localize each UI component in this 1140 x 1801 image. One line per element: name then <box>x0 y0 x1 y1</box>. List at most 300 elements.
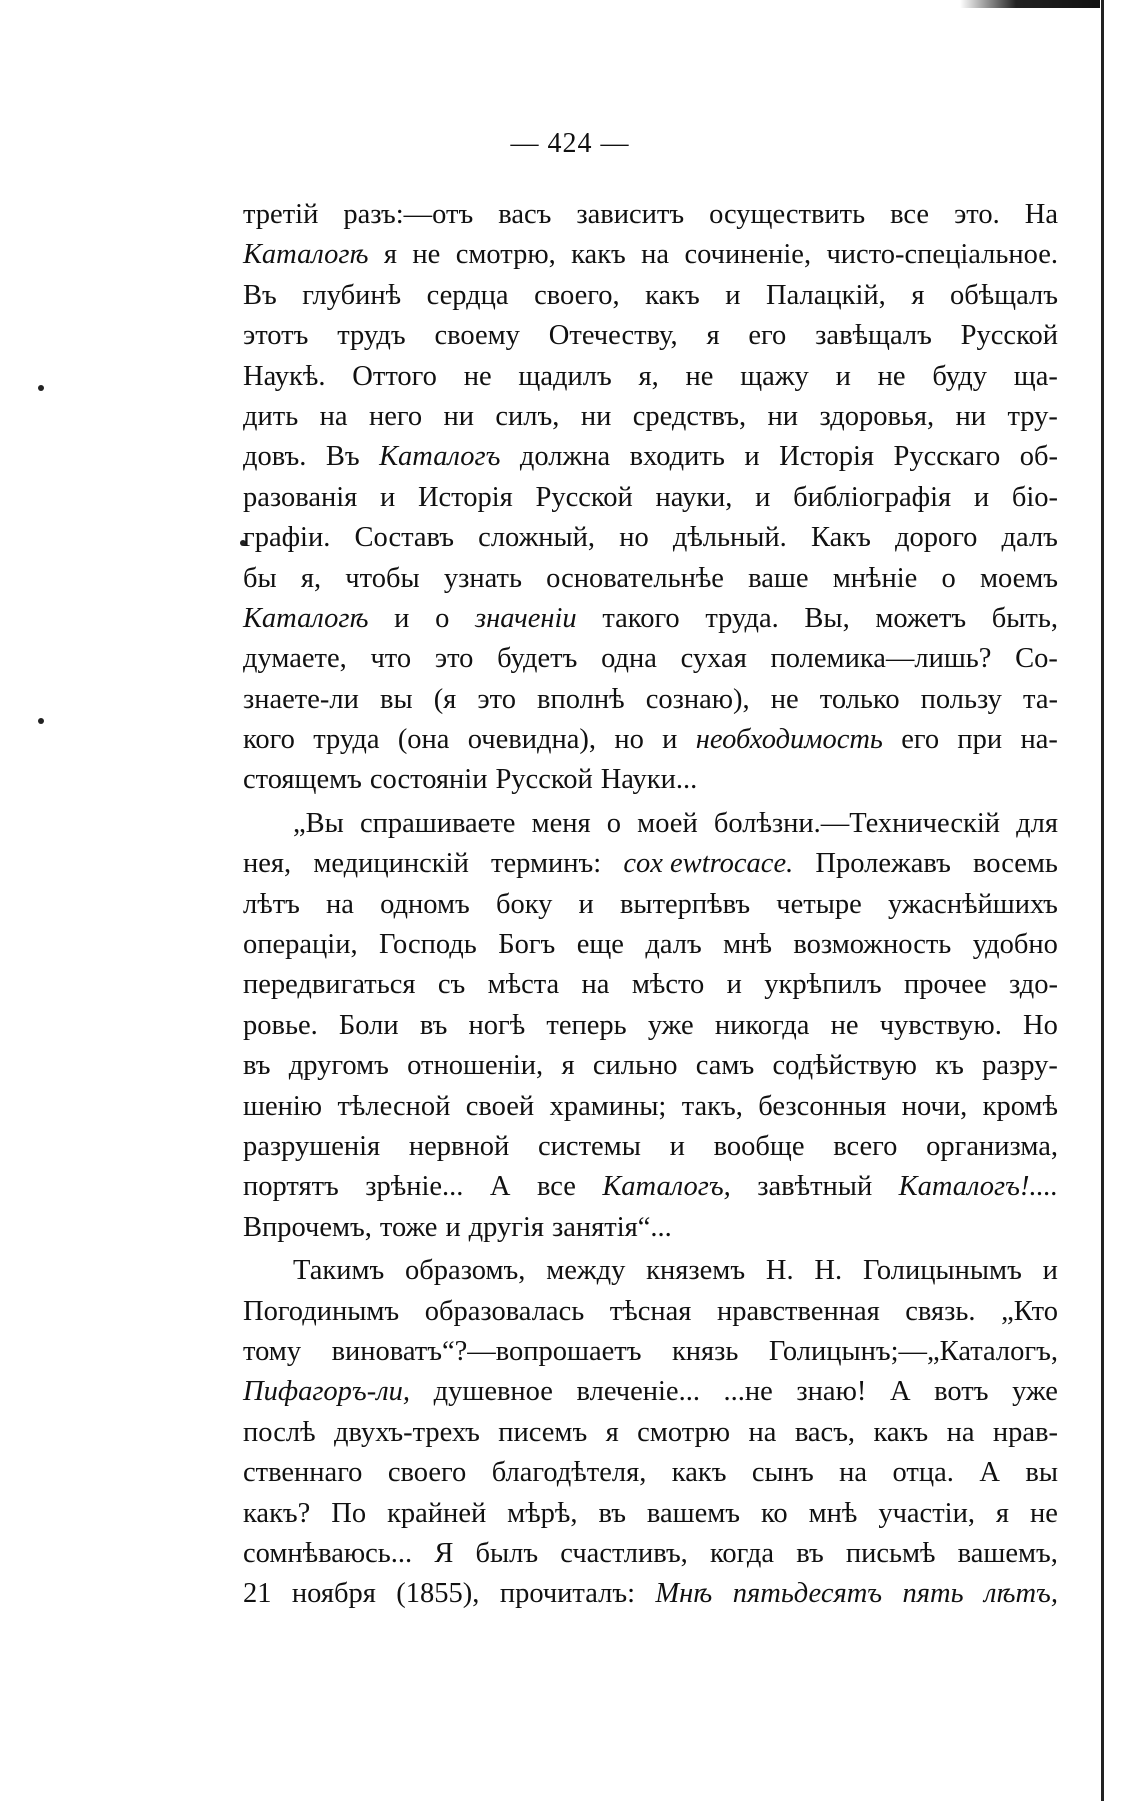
word: писемъ <box>498 1416 588 1448</box>
word: и <box>755 481 771 513</box>
word: третій <box>243 199 319 230</box>
word: храмины; <box>549 1090 667 1122</box>
word: восемь <box>973 848 1058 880</box>
word: уже <box>1012 1376 1058 1408</box>
body-text <box>243 195 1058 1615</box>
word: отца. <box>892 1457 954 1489</box>
text-line <box>243 760 1058 800</box>
word: и <box>669 1130 685 1162</box>
word: и <box>835 360 851 392</box>
text-line <box>243 1006 1058 1046</box>
text-line <box>243 1534 1058 1574</box>
word: все <box>536 1171 576 1203</box>
word: я, <box>300 562 322 594</box>
word: теперь <box>546 1009 627 1041</box>
text-line <box>243 1167 1058 1207</box>
word: пользу <box>920 683 1002 715</box>
text-line <box>243 1127 1058 1167</box>
word: на <box>839 1457 868 1489</box>
word: Пифагоръ-ли, <box>243 1376 411 1408</box>
word: терминъ: <box>491 848 602 880</box>
word: Русской <box>960 320 1058 352</box>
word: Каталогъ <box>379 441 501 473</box>
word: содѣйствую <box>772 1050 917 1082</box>
text-line <box>243 1574 1058 1614</box>
word: на- <box>1020 724 1058 756</box>
word: нервной <box>408 1130 510 1162</box>
word: такъ, <box>681 1090 743 1122</box>
word: сомнѣваюсь... <box>243 1537 413 1569</box>
word: возможность <box>793 929 952 961</box>
word: вашемъ <box>646 1497 741 1529</box>
word: Голицынымъ <box>862 1255 1022 1287</box>
text-line <box>243 397 1058 437</box>
word: никогда <box>714 1009 810 1041</box>
word: Каталогъ, <box>602 1171 731 1203</box>
word: По <box>331 1497 367 1529</box>
text-line <box>243 518 1058 558</box>
word: тѣлесной <box>337 1090 451 1122</box>
word: вполнѣ <box>537 683 625 715</box>
word: него <box>368 400 423 432</box>
word: щадилъ <box>518 360 612 392</box>
word: об- <box>1019 441 1058 473</box>
word: пятьдесятъ <box>732 1578 883 1610</box>
word: въ <box>243 1050 271 1082</box>
word: думаете, <box>243 643 347 675</box>
text-line <box>243 1494 1058 1534</box>
word: нрав- <box>992 1416 1058 1448</box>
word: та- <box>1023 683 1058 715</box>
word: буду <box>932 360 987 392</box>
word: Впрочемъ, <box>243 1211 372 1243</box>
text-line <box>243 844 1058 884</box>
word: Каталогѣ <box>243 239 369 271</box>
word: медицинскій <box>313 848 469 880</box>
word: Вы, <box>804 602 850 634</box>
word: безсонныя <box>758 1090 887 1122</box>
scan-edge-rule <box>1101 0 1104 1801</box>
text-line <box>243 965 1058 1005</box>
word: и <box>394 602 410 634</box>
word: что <box>370 643 412 675</box>
word: не <box>463 360 492 392</box>
word: въ <box>419 1009 448 1041</box>
text-line <box>243 804 1058 844</box>
word: моей <box>637 807 698 839</box>
word: не <box>830 1009 859 1041</box>
word: но <box>619 522 649 554</box>
word: смотрю <box>637 1416 731 1448</box>
word: другія <box>468 1211 545 1243</box>
word: сынъ <box>751 1457 814 1489</box>
word: не <box>770 683 799 715</box>
word: когда <box>709 1537 775 1569</box>
word: стоящемъ <box>243 764 362 796</box>
word: смотрю, <box>455 239 556 271</box>
word: Науки... <box>600 764 698 796</box>
word: еще <box>576 929 624 961</box>
word: на <box>581 969 610 1001</box>
word: тру- <box>1007 400 1058 432</box>
word: четыре <box>776 888 862 920</box>
word: Исторія <box>779 441 874 473</box>
word: занятія“... <box>551 1211 672 1243</box>
word: на <box>326 888 354 920</box>
word: мнѣ <box>723 929 772 961</box>
word: знаете-ли <box>243 683 359 715</box>
word: сочиненіе, <box>684 239 812 271</box>
text-line <box>243 1251 1058 1291</box>
word: прочиталъ: <box>499 1578 635 1610</box>
word: Русской <box>535 481 633 513</box>
word: въ <box>796 1537 824 1569</box>
word: здо- <box>1008 969 1058 1001</box>
word: зрѣніе... <box>365 1171 464 1203</box>
word: „Вы <box>293 807 344 839</box>
word: о <box>606 807 622 839</box>
word: уже <box>647 1009 694 1041</box>
word: ногѣ <box>468 1009 526 1041</box>
word: вы <box>379 683 413 715</box>
word: Въ <box>325 441 360 473</box>
word: завѣщалъ <box>815 320 932 352</box>
word: тому <box>243 1335 302 1367</box>
word: съ <box>437 969 466 1001</box>
word: это <box>434 643 474 675</box>
word: будетъ <box>497 643 578 675</box>
word: cox ewtrocace. <box>623 848 794 880</box>
word: вы <box>1025 1457 1058 1489</box>
word: „Кто <box>1001 1295 1058 1327</box>
text-line <box>243 195 1058 235</box>
word: труда <box>313 724 380 756</box>
word: ваше <box>748 562 809 594</box>
word: мнѣ <box>808 1497 858 1529</box>
word: я, <box>638 360 659 392</box>
word: біо- <box>1011 481 1058 513</box>
word: ровье. <box>243 1009 318 1041</box>
word: здоровья, <box>819 400 935 432</box>
word: ни <box>443 400 474 432</box>
word: (она <box>397 724 450 756</box>
word: къ <box>935 1050 964 1082</box>
word: Пролежавъ <box>815 848 951 880</box>
word: чувствую. <box>879 1009 1002 1041</box>
scan-speck <box>38 718 44 724</box>
word: завѣтный <box>757 1171 873 1203</box>
word: чисто-спеціальное. <box>826 239 1058 271</box>
word: мѣрѣ, <box>507 1497 578 1529</box>
word: ни <box>580 400 612 432</box>
word: шенію <box>243 1090 323 1122</box>
word: меня <box>531 807 591 839</box>
word: средствъ, <box>632 400 747 432</box>
word: полемика—лишь? <box>770 643 992 675</box>
word: влеченіе... <box>576 1376 700 1408</box>
word: одна <box>601 643 657 675</box>
word: образовалась <box>424 1295 585 1327</box>
text-line <box>243 1292 1058 1332</box>
word: это <box>477 683 516 715</box>
word: при <box>957 724 1003 756</box>
word: на <box>641 239 670 271</box>
word: дѣльный. <box>672 522 787 554</box>
word: я <box>706 320 720 352</box>
word: другомъ <box>288 1050 389 1082</box>
word: между <box>546 1255 626 1287</box>
word: очевидна), <box>467 724 597 756</box>
word: Н. <box>765 1255 794 1287</box>
word: благодѣтеля, <box>491 1457 647 1489</box>
word: операціи, <box>243 929 358 961</box>
word: трудъ <box>337 320 406 352</box>
text-line <box>243 885 1058 925</box>
word: и <box>445 1211 461 1243</box>
word: его <box>901 724 940 756</box>
word: это. <box>954 199 1000 230</box>
word: А <box>889 1376 911 1408</box>
word: передвигаться <box>243 969 416 1001</box>
word: всего <box>833 1130 898 1162</box>
word: я <box>561 1050 575 1082</box>
word: сердца <box>426 279 509 311</box>
word: и <box>744 441 760 473</box>
word: входить <box>629 441 725 473</box>
word: А <box>979 1457 1000 1489</box>
word: этотъ <box>243 320 309 352</box>
word: разру- <box>982 1050 1058 1082</box>
word: труда. <box>705 602 779 634</box>
word: графіи. <box>243 522 331 554</box>
word: какъ? <box>243 1497 311 1529</box>
word: и <box>578 888 594 920</box>
scan-speck <box>38 385 44 391</box>
word: на <box>946 1416 975 1448</box>
word: какъ <box>645 279 700 311</box>
word: его <box>748 320 787 352</box>
word: укрѣпилъ <box>764 969 882 1001</box>
text-line <box>243 437 1058 477</box>
word: Какъ <box>810 522 871 554</box>
word: участіи, <box>878 1497 975 1529</box>
word: (1855), <box>396 1578 480 1610</box>
word: Въ <box>243 279 277 311</box>
word: моемъ <box>979 562 1058 594</box>
word: своего <box>387 1457 467 1489</box>
word: такого <box>602 602 680 634</box>
word: вообще <box>713 1130 805 1162</box>
word: разованія <box>243 481 358 513</box>
word: Каталогѣ <box>243 602 369 634</box>
word: двухъ-трехъ <box>333 1416 480 1448</box>
word: князь <box>671 1335 739 1367</box>
text-line <box>243 720 1058 760</box>
word: системы <box>538 1130 641 1162</box>
word: прочее <box>903 969 987 1001</box>
word: ночи, <box>901 1090 968 1122</box>
word: и <box>1042 1255 1058 1287</box>
word: Отечеству, <box>548 320 678 352</box>
word: А <box>489 1171 511 1203</box>
word: мнѣніе <box>832 562 918 594</box>
word: должна <box>519 441 611 473</box>
word: ственнаго <box>243 1457 363 1489</box>
word: 21 <box>243 1578 272 1610</box>
text-line <box>243 599 1058 639</box>
word: Русской <box>495 764 593 796</box>
word: Каталогъ!.... <box>898 1171 1058 1203</box>
word: Палацкій, <box>766 279 886 311</box>
word: пять <box>902 1578 964 1610</box>
word: и <box>725 279 741 311</box>
word: далъ <box>1001 522 1058 554</box>
word: боку <box>495 888 553 920</box>
word: знаю! <box>796 1376 867 1408</box>
word: Оттого <box>352 360 437 392</box>
word: вашемъ, <box>957 1537 1058 1569</box>
word: на <box>319 400 348 432</box>
word: Наукѣ. <box>243 360 326 392</box>
word: ни <box>767 400 799 432</box>
word: далъ <box>645 929 702 961</box>
word: значеніи <box>475 602 577 634</box>
word: своей <box>465 1090 535 1122</box>
word: самъ <box>695 1050 755 1082</box>
word: Я <box>434 1537 454 1569</box>
text-line <box>243 680 1058 720</box>
word: дорого <box>894 522 978 554</box>
text-line <box>243 478 1058 518</box>
word: мѣсто <box>631 969 705 1001</box>
word: на <box>748 1416 777 1448</box>
word: щажу <box>740 360 809 392</box>
word: ...не <box>723 1376 773 1408</box>
word: все <box>890 199 930 230</box>
word: васъ, <box>794 1416 856 1448</box>
word: образомъ, <box>405 1255 526 1287</box>
word: но <box>614 724 644 756</box>
word: одномъ <box>380 888 470 920</box>
word: и <box>379 481 396 513</box>
word: необходимость <box>695 724 883 756</box>
text-line <box>243 925 1058 965</box>
word: Н. <box>814 1255 843 1287</box>
word: Мнѣ <box>655 1578 713 1610</box>
word: спрашиваете <box>359 807 516 839</box>
word: о <box>941 562 956 594</box>
word: своему <box>434 320 520 352</box>
word: ужаснѣйшихъ <box>887 888 1058 920</box>
word: виноватъ“?—вопрошаетъ <box>331 1335 642 1367</box>
word: На <box>1024 199 1058 230</box>
word: княземъ <box>646 1255 746 1287</box>
word: (я <box>433 683 457 715</box>
word: послѣ <box>243 1416 316 1448</box>
word: довъ. <box>243 441 307 473</box>
word: тоже <box>379 1211 438 1243</box>
word: силъ, <box>495 400 560 432</box>
word: я <box>383 239 398 271</box>
word: удобно <box>972 929 1058 961</box>
word: не <box>685 360 714 392</box>
word: Русскаго <box>893 441 1001 473</box>
text-line <box>243 235 1058 275</box>
word: глубинѣ <box>302 279 402 311</box>
word: дить <box>243 400 299 432</box>
word: душевное <box>433 1376 553 1408</box>
word: счастливъ, <box>560 1537 688 1569</box>
word: какъ <box>671 1457 727 1489</box>
word: чтобы <box>345 562 420 594</box>
word: и <box>726 969 742 1001</box>
word: сложный, <box>478 522 596 554</box>
word: не <box>412 239 441 271</box>
word: Богъ <box>498 929 556 961</box>
word: крайней <box>387 1497 487 1529</box>
word: Такимъ <box>293 1255 385 1287</box>
word: и <box>973 481 990 513</box>
word: Голицынъ;—„Каталогъ, <box>768 1335 1058 1367</box>
word: Господь <box>379 929 477 961</box>
word: ко <box>760 1497 788 1529</box>
word: отношеніи, <box>407 1050 544 1082</box>
word: кромѣ <box>982 1090 1058 1122</box>
word: осуществить <box>709 199 866 230</box>
word: обѣщалъ <box>949 279 1058 311</box>
word: состояніи <box>369 764 488 796</box>
text-line <box>243 639 1058 679</box>
word: ноября <box>291 1578 376 1610</box>
word: нея, <box>243 848 292 880</box>
text-line <box>243 357 1058 397</box>
word: не <box>1029 1497 1058 1529</box>
text-line <box>243 1046 1058 1086</box>
word: Погодинымъ <box>243 1295 400 1327</box>
text-line <box>243 1413 1058 1453</box>
word: портятъ <box>243 1171 339 1203</box>
word: своего, <box>534 279 620 311</box>
page-number: — 424 — <box>510 128 630 159</box>
word: въ <box>598 1497 626 1529</box>
word: какъ <box>571 239 626 271</box>
word: какъ <box>873 1416 929 1448</box>
word: можетъ <box>875 602 967 634</box>
word: зависитъ <box>576 199 685 230</box>
word: только <box>819 683 900 715</box>
word: я <box>911 279 925 311</box>
word: библіографія <box>793 481 952 513</box>
word: быть, <box>991 602 1058 634</box>
scan-edge-mark <box>960 0 1100 8</box>
word: кого <box>243 724 295 756</box>
word: Но <box>1023 1009 1058 1041</box>
text-line <box>243 1208 1058 1248</box>
word: и <box>662 724 678 756</box>
word: сознаю), <box>645 683 750 715</box>
text-line <box>243 1372 1058 1412</box>
word: я <box>605 1416 619 1448</box>
text-line <box>243 559 1058 599</box>
word: болѣзни.—Техническій <box>713 807 1001 839</box>
word: былъ <box>475 1537 539 1569</box>
text-line <box>243 276 1058 316</box>
word: лѣтъ <box>243 888 300 920</box>
word: мѣста <box>487 969 560 1001</box>
word: Боли <box>338 1009 399 1041</box>
word: сухая <box>680 643 747 675</box>
word: связь. <box>905 1295 976 1327</box>
